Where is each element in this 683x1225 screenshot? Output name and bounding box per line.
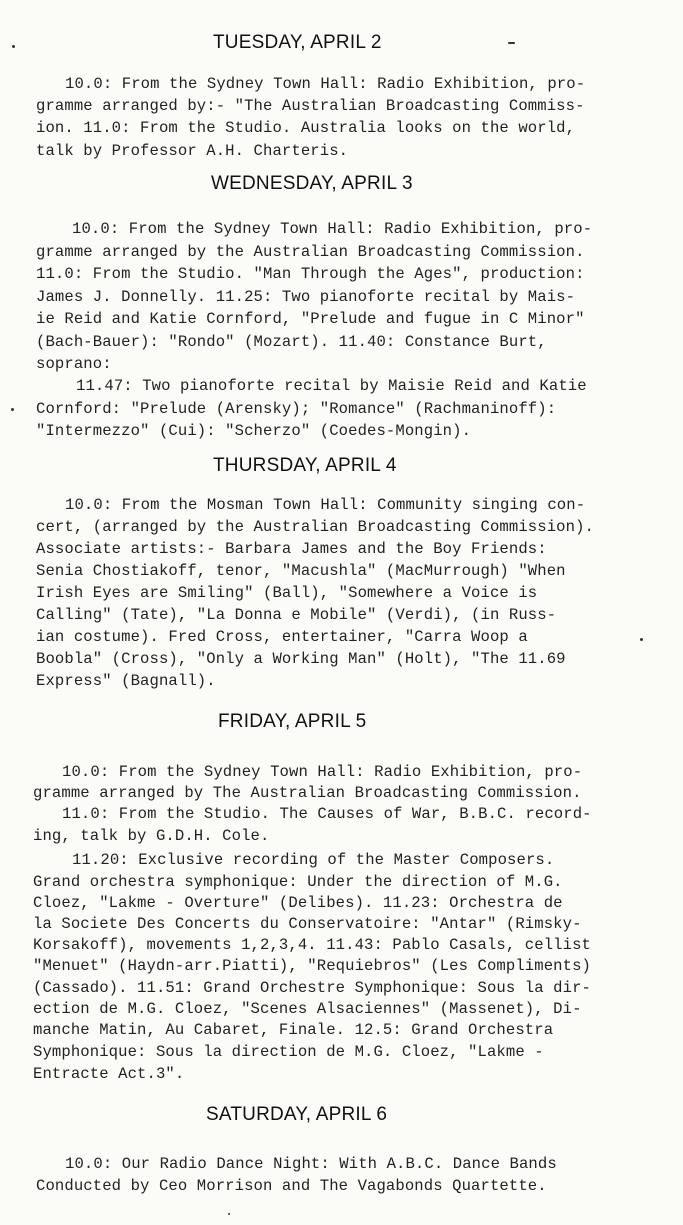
programme-line: Senia Chostiakoff, tenor, "Macushla" (MacMurrough) "When — [36, 562, 566, 580]
scan-speck — [12, 45, 15, 48]
programme-line: la Societe Des Concerts du Conservatoire: "Antar" (Rimsky- — [33, 915, 582, 933]
programme-line: 10.0: From the Sydney Town Hall: Radio Exhibition, pro- — [62, 763, 583, 781]
scan-speck — [640, 638, 643, 641]
programme-line: James J. Donnelly. 11.25: Two pianoforte recital by Mais- — [36, 288, 576, 306]
programme-line: Cloez, "Lakme - Overture" (Delibes). 11.23: Orchestra de — [33, 894, 563, 912]
programme-line: 11.0: From the Studio. The Causes of War, B.B.C. record- — [62, 805, 592, 823]
day-heading-tuesday: TUESDAY, APRIL 2 — [213, 32, 382, 53]
scan-speck — [508, 42, 515, 44]
programme-line: Express" (Bagnall). — [36, 672, 216, 690]
scan-speck — [228, 1213, 230, 1215]
programme-line: Associate artists:- Barbara James and the Boy Friends: — [36, 540, 547, 558]
programme-line: "Menuet" (Haydn-arr.Piatti), "Requiebros" (Les Compliments) — [33, 957, 592, 975]
programme-line: Grand orchestra symphonique: Under the direction of M.G. — [33, 873, 563, 891]
programme-line: 11.0: From the Studio. "Man Through the Ages", production: — [36, 265, 585, 283]
programme-line: cert, (arranged by the Australian Broadcasting Commission). — [36, 518, 595, 536]
programme-line: 10.0: From the Mosman Town Hall: Community singing con- — [65, 496, 586, 514]
programme-line: gramme arranged by:- "The Australian Broadcasting Commiss- — [36, 97, 585, 115]
day-heading-thursday: THURSDAY, APRIL 4 — [213, 455, 397, 476]
programme-line: gramme arranged by the Australian Broadcasting Commission. — [36, 243, 585, 261]
programme-line: Conducted by Ceo Morrison and The Vagabonds Quartette. — [36, 1177, 547, 1195]
day-heading-wednesday: WEDNESDAY, APRIL 3 — [211, 173, 413, 194]
programme-line: Calling" (Tate), "La Donna e Mobile" (Verdi), (in Russ- — [36, 606, 557, 624]
programme-line: 11.20: Exclusive recording of the Master Composers. — [72, 851, 555, 869]
programme-line: gramme arranged by The Australian Broadcasting Commission. — [33, 784, 582, 802]
programme-line: 10.0: From the Sydney Town Hall: Radio Exhibition, pro- — [72, 220, 593, 238]
programme-line: soprano: — [36, 355, 112, 373]
scan-speck — [11, 408, 14, 411]
programme-line: ian costume). Fred Cross, entertainer, "Carra Woop a — [36, 628, 528, 646]
programme-line: "Intermezzo" (Cui): "Scherzo" (Coedes-Mongin). — [36, 422, 472, 440]
programme-line: ing, talk by G.D.H. Cole. — [33, 827, 270, 845]
programme-line: Entracte Act.3". — [33, 1065, 185, 1083]
programme-line: manche Matin, Au Cabaret, Finale. 12.5: Grand Orchestra — [33, 1021, 554, 1039]
programme-line: Korsakoff), movements 1,2,3,4. 11.43: Pablo Casals, cellist — [33, 936, 592, 954]
programme-line: 10.0: From the Sydney Town Hall: Radio Exhibition, pro- — [65, 75, 586, 93]
programme-line: ion. 11.0: From the Studio. Australia looks on the world, — [36, 119, 576, 137]
programme-line: Symphonique: Sous la direction de M.G. Cloez, "Lakme - — [33, 1043, 544, 1061]
programme-line: Cornford: "Prelude (Arensky); "Romance" (Rachmaninoff): — [36, 400, 557, 418]
day-heading-saturday: SATURDAY, APRIL 6 — [206, 1104, 388, 1125]
programme-line: ie Reid and Katie Cornford, "Prelude and fugue in C Minor" — [36, 310, 585, 328]
programme-line: talk by Professor A.H. Charteris. — [36, 142, 349, 160]
programme-line: Boobla" (Cross), "Only a Working Man" (Holt), "The 11.69 — [36, 650, 566, 668]
programme-line: (Cassado). 11.51: Grand Orchestre Symphonique: Sous la dir- — [33, 979, 592, 997]
programme-line: ection de M.G. Cloez, "Scenes Alsaciennes" (Massenet), Di- — [33, 1000, 582, 1018]
programme-line: 10.0: Our Radio Dance Night: With A.B.C. Dance Bands — [65, 1155, 557, 1173]
programme-line: Irish Eyes are Smiling" (Ball), "Somewhere a Voice is — [36, 584, 538, 602]
programme-line: 11.47: Two pianoforte recital by Maisie Reid and Katie — [76, 377, 587, 395]
programme-line: (Bach-Bauer): "Rondo" (Mozart). 11.40: Constance Burt, — [36, 333, 547, 351]
day-heading-friday: FRIDAY, APRIL 5 — [218, 711, 367, 732]
